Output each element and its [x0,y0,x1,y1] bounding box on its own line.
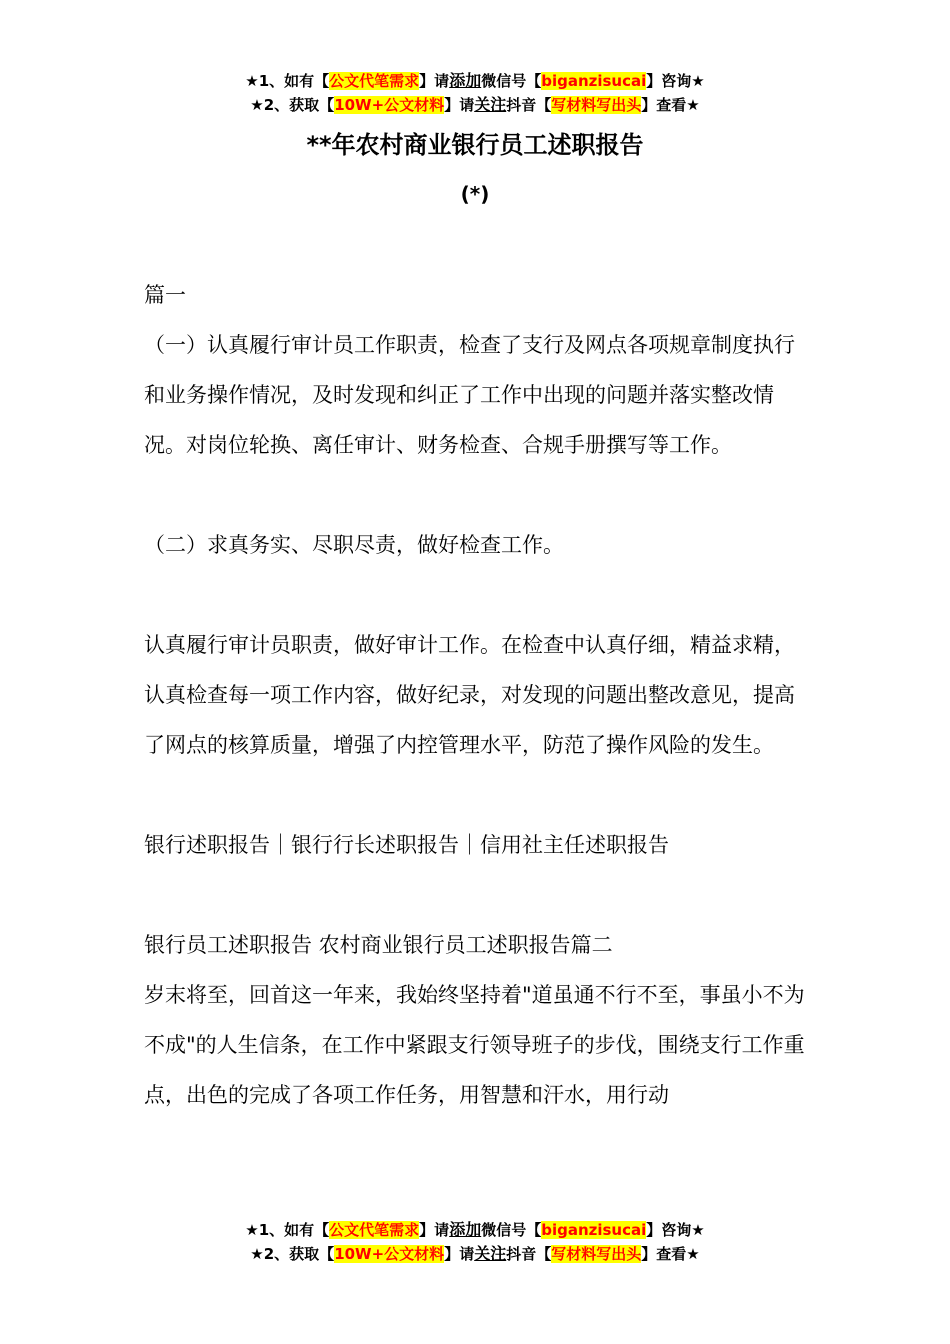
promo-line-1-top [0,70,950,92]
promo-line-2-bottom [0,1243,950,1265]
promo-text: 】咨询★ [646,1221,705,1239]
promo-text: 】请 [444,96,475,114]
promo-underline: 添加 [449,1220,482,1239]
document-subtitle: (*) [460,182,490,206]
promo-text: 】请 [419,72,450,90]
promo-text: ★2、获取【 [250,1245,335,1263]
promo-highlight: 10W+公文材料 [334,96,445,114]
promo-line-1-bottom [0,1219,950,1241]
paragraph-spacer [144,770,808,820]
promo-text: 】查看★ [641,1245,700,1263]
promo-text: ★1、如有【 [245,1221,330,1239]
paragraph-spacer [144,470,808,520]
promo-text: 抖音【 [506,1245,552,1263]
promo-text: 微信号【 [481,1221,542,1239]
paragraph-spacer [144,570,808,620]
document-title: **年农村商业银行员工述职报告 [306,131,644,159]
promo-text: 微信号【 [481,72,542,90]
promo-underline: 关注 [474,1244,507,1263]
promo-text: ★2、获取【 [250,96,335,114]
promo-underline: 添加 [449,71,482,90]
promo-text: 】查看★ [641,96,700,114]
promo-line-2-top [0,94,950,116]
promo-text: 抖音【 [506,96,552,114]
paragraph: 认真履行审计员职责，做好审计工作。在检查中认真仔细，精益求精，认真检查每一项工作内容，做好纪录，对发现的问题出整改意见，提高了网点的核算质量，增强了内控管理水平，防范了操作风险的发生。 [144,633,795,757]
promo-highlight: 公文代笔需求 [329,1221,420,1239]
promo-text: 】请 [444,1245,475,1263]
promo-douyin-id: 写材料写出头 [551,96,642,114]
paragraph: 岁末将至，回首这一年来，我始终坚持着"道虽通不行不至，事虽小不为不成"的人生信条，在工作中紧跟支行领导班子的步伐，围绕支行工作重点，出色的完成了各项工作任务，用智慧和汗水，用行动 [144,983,805,1107]
promo-text: ★1、如有【 [245,72,330,90]
promo-wechat-id: biganzisucai [541,72,647,90]
promo-wechat-id: biganzisucai [541,1221,647,1239]
section-heading: 银行员工述职报告 农村商业银行员工述职报告篇二 [144,933,613,957]
promo-highlight: 公文代笔需求 [329,72,420,90]
promo-underline: 关注 [474,95,507,114]
promo-douyin-id: 写材料写出头 [551,1245,642,1263]
document-body [144,270,808,1120]
promo-text: 】请 [419,1221,450,1239]
related-links-line: 银行述职报告｜银行行长述职报告｜信用社主任述职报告 [144,833,669,857]
paragraph: （一）认真履行审计员工作职责，检查了支行及网点各项规章制度执行和业务操作情况，及时发现和纠正了工作中出现的问题并落实整改情况。对岗位轮换、离任审计、财务检查、合规手册撰写等工作。 [144,333,795,457]
promo-highlight: 10W+公文材料 [334,1245,445,1263]
section-heading: 篇一 [144,283,186,307]
paragraph-spacer [144,870,808,920]
promo-text: 】咨询★ [646,72,705,90]
paragraph: （二）求真务实、尽职尽责，做好检查工作。 [144,533,564,557]
